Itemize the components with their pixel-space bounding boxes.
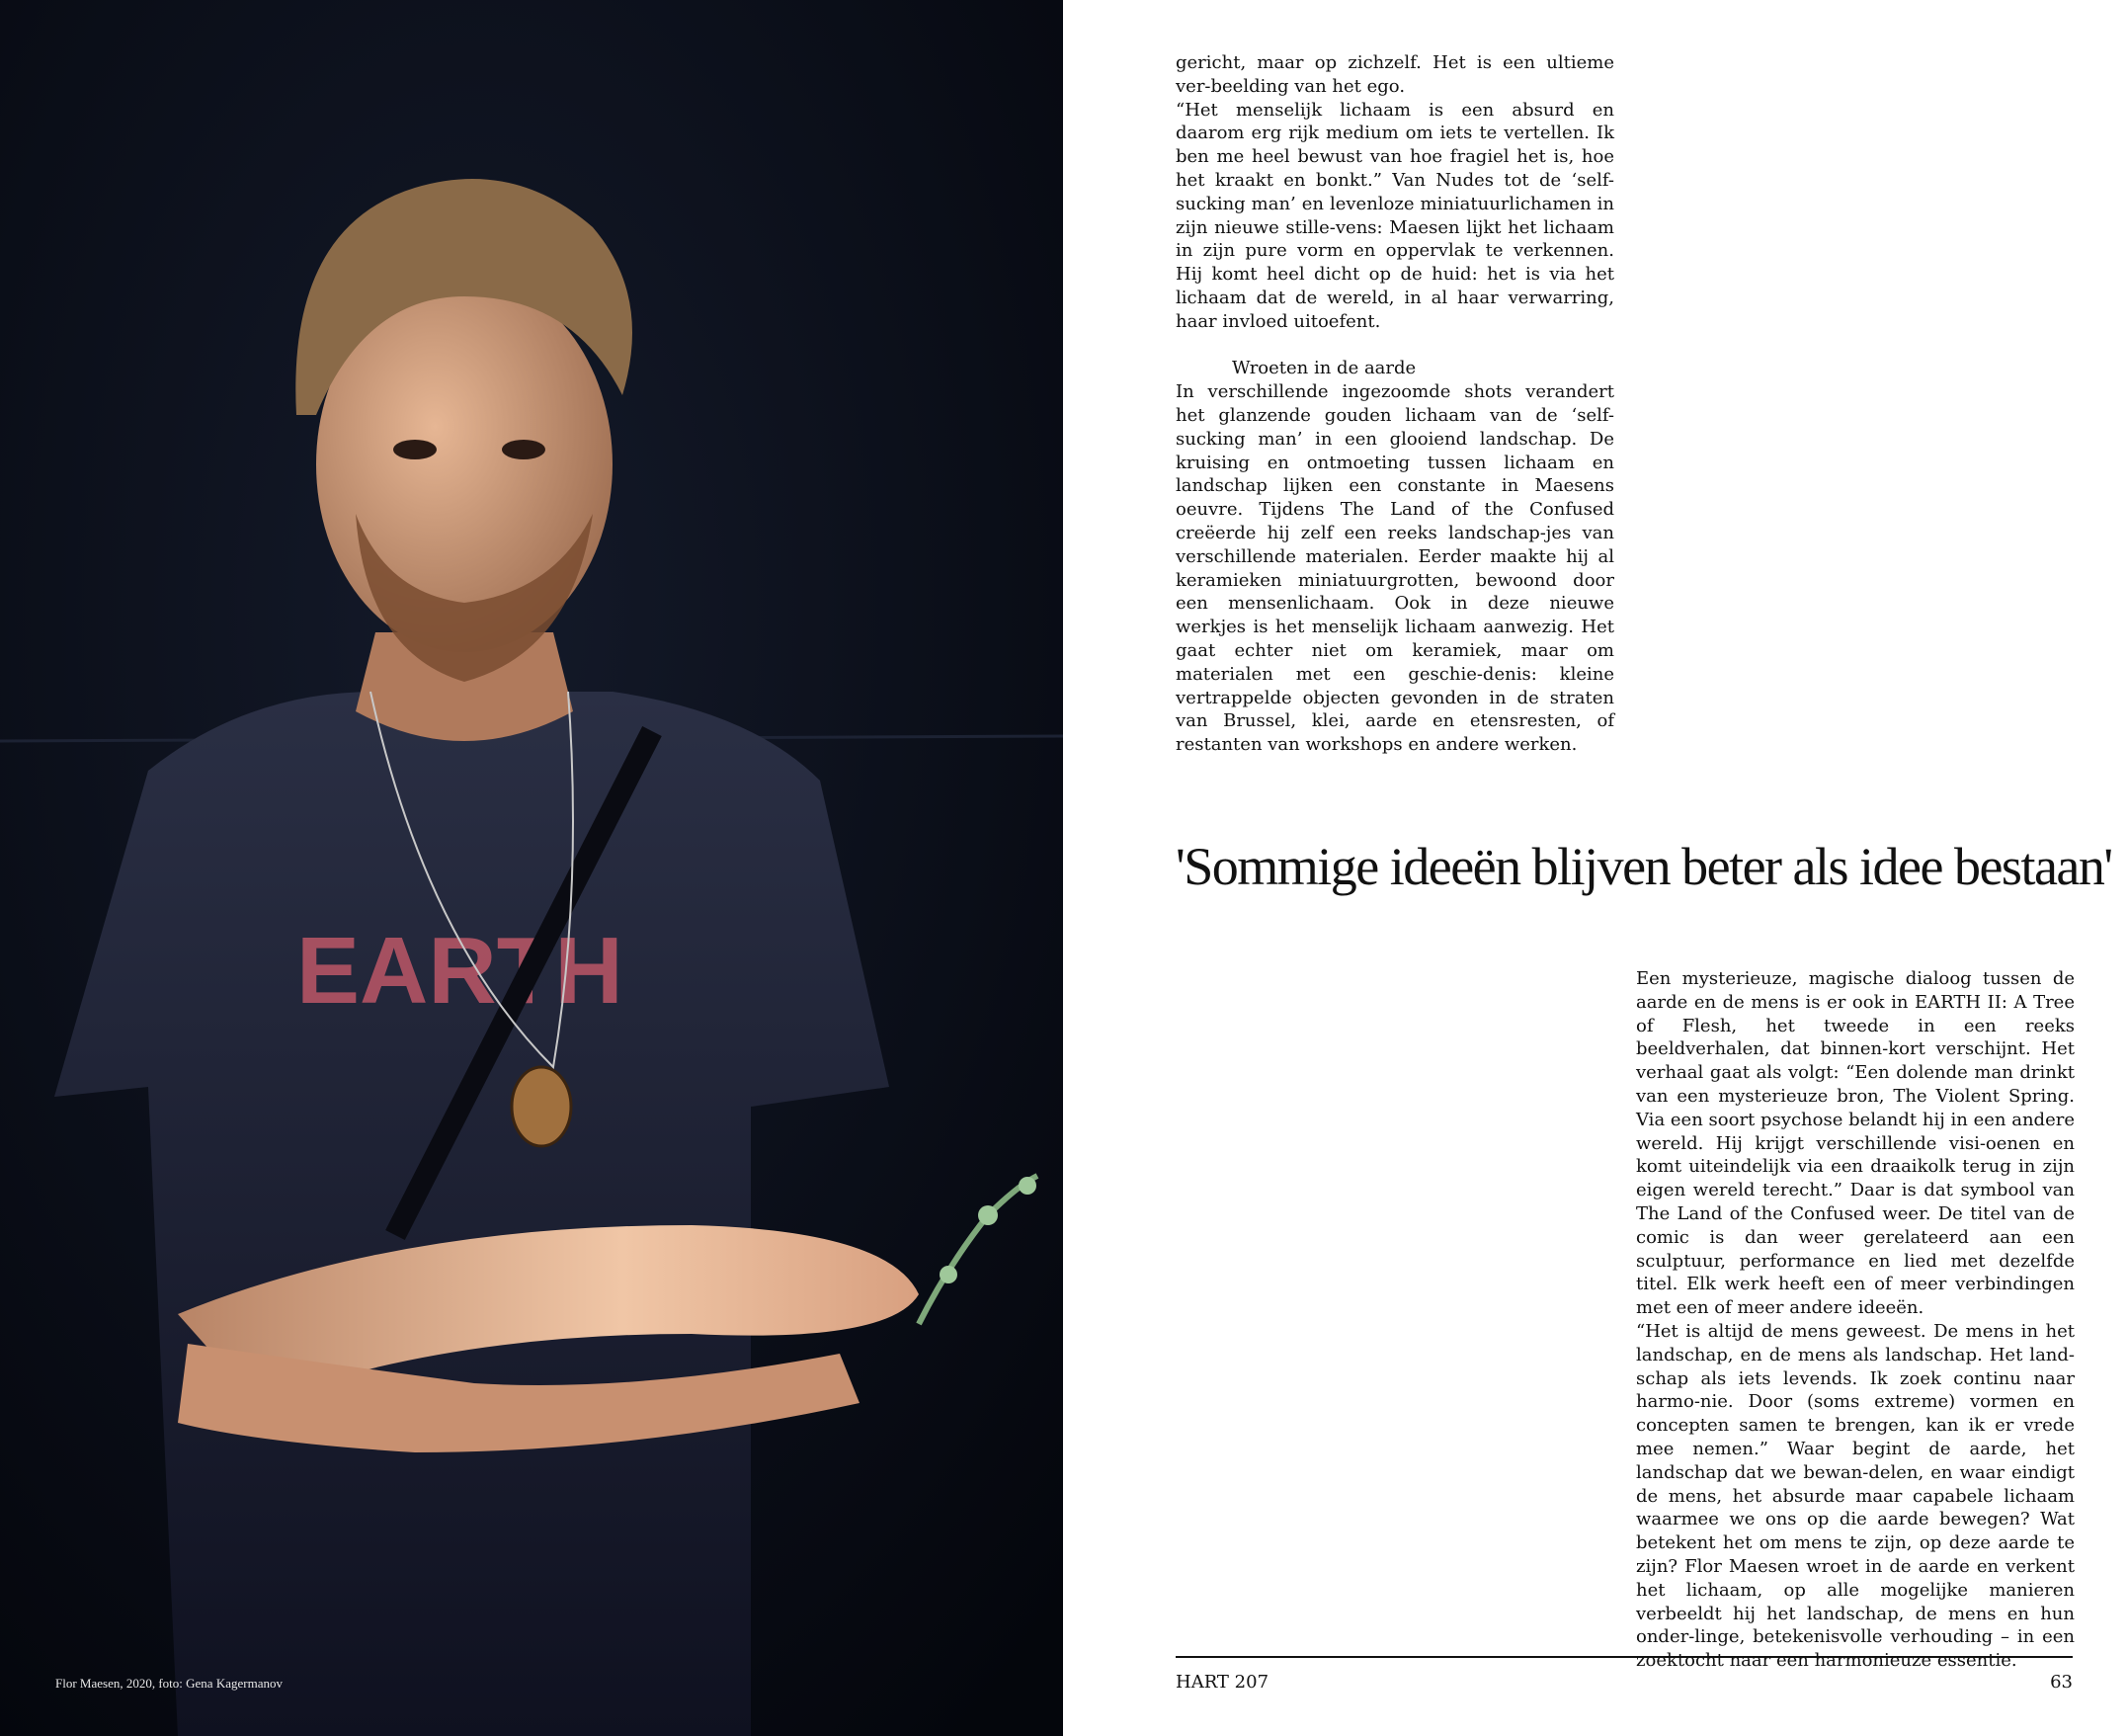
paragraph: In verschillende ingezoomde shots verandert het glanzende gouden lichaam van de ‘self-sucking man’ in een glooiend landschap. De kruising en ontmoeting tussen lichaam en landschap lijken een constante in Maesens oeuvre. Tijdens The Land of the Confused creëerde hij zelf een reeks landschap-jes van verschillende materialen. Eerder maakte hij al keramieken miniatuurgrotten, bewoond door een mensenlichaam. Ook in deze nieuwe werkjes is het menselijk lichaam aanwezig. Het gaat echter niet om keramiek, maar om materialen met een geschie-denis: kleine vertrappelde objecten gevonden in de straten van Brussel, klei, aarde en etensresten, of restanten van workshops en andere werken.	[1176, 381, 1614, 756]
portrait-illustration	[0, 0, 1063, 1736]
article-column-left	[1176, 51, 1614, 757]
photo-caption: Flor Maesen, 2020, foto: Gena Kagermanov	[55, 1676, 283, 1691]
page-number: 63	[2050, 1672, 2073, 1693]
footer-rule	[1176, 1656, 2073, 1658]
left-eye	[393, 440, 437, 459]
shirt-print-text: EARTH	[296, 918, 623, 1024]
magazine-issue: HART 207	[1176, 1672, 1269, 1693]
plant-leaf	[978, 1205, 998, 1225]
paragraph: “Het menselijk lichaam is een absurd en daarom erg rijk medium om iets te vertellen. Ik ben me heel bewust van hoe fragiel het is, hoe het kraakt en bonkt.” Van Nudes tot de ‘self-sucking man’ en levenloze miniatuurlichamen in zijn nieuwe stille-vens: Maesen lijkt het lichaam in zijn pure vorm en oppervlak te verkennen. Hij komt heel dicht op de huid: het is via het lichaam dat de wereld, in al haar verwarring, haar invloed uitoefent.	[1176, 99, 1614, 332]
pull-quote: 'Sommige ideeën blijven beter als idee bestaan'	[1176, 837, 2112, 896]
pendant	[512, 1067, 571, 1146]
paragraph: gericht, maar op zichzelf. Het is een ultieme ver-beelding van het ego.	[1176, 52, 1614, 97]
paragraph: Een mysterieuze, magische dialoog tussen de aarde en de mens is er ook in EARTH II: A Tree of Flesh, het tweede in een reeks beeldverhalen, dat binnen-kort verschijnt. Het verhaal gaat als volgt: “Een dolende man drinkt van een mysterieuze bron, The Violent Spring. Via een soort psychose belandt hij in een andere wereld. Hij krijgt verschillende visi-oenen en komt uiteindelijk via een draaikolk terug in zijn eigen wereld terecht.” Daar is dat symbool van The Land of the Confused weer. De titel van de comic is dan weer gerelateerd aan een sculptuur, performance en lied met dezelfde titel. Elk werk heeft een of meer verbindingen met een of meer andere ideeën.	[1636, 968, 2075, 1319]
section-subheading: Wroeten in de aarde	[1232, 358, 1417, 379]
right-eye	[502, 440, 545, 459]
plant-leaf	[1019, 1177, 1036, 1195]
paragraph: “Het is altijd de mens geweest. De mens in het landschap, en de mens als landschap. Het land-schap als iets levends. Ik zoek continu naar harmo-nie. Door (soms extreme) vormen en concepten samen te brengen, kan ik er vrede mee nemen.” Waar begint de aarde, het landschap dat we bewan-delen, en waar eindigt de mens, het absurde maar capabele lichaam waarmee we ons op die aarde bewegen? Wat betekent het om mens te zijn, op deze aarde te zijn? Flor Maesen wroet in de aarde en verkent het lichaam, op alle mogelijke manieren verbeeldt hij het landschap, de mens en hun onder-linge, betekenisvolle verhouding – in een zoektocht naar een harmonieuze essentie.	[1636, 1320, 2075, 1672]
plant-leaf	[940, 1266, 957, 1283]
article-column-right	[1636, 967, 2075, 1673]
portrait-photo	[0, 0, 1063, 1736]
